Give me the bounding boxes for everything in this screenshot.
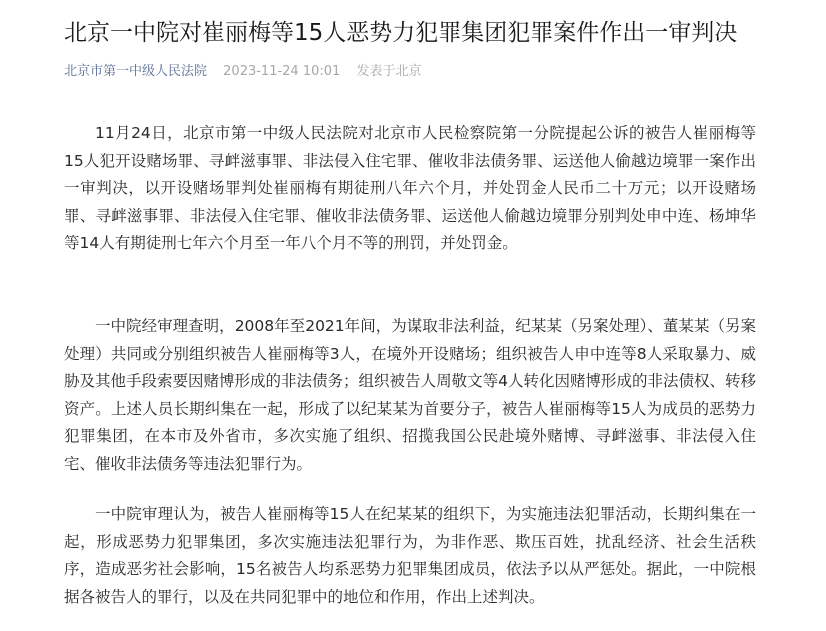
article-meta (64, 63, 421, 81)
article-paragraph-2: 一中院经审理查明，2008年至2021年间，为谋取非法利益，纪某某（另案处理）、董某某（另案处理）共同或分别组织被告人崔丽梅等3人，在境外开设赌场；组织被告人申中连等8人采取暴力、威胁及其他手段索要因赌博形成的非法债务；组织被告人周敬文等4人转化因赌博形成的非法债权、转移资产。上述人员长期纠集在一起，形成了以纪某某为首要分子，被告人崔丽梅等15人为成员的恶势力犯罪集团，在本市及外省市，多次实施了组织、招揽我国公民赴境外赌博、寻衅滋事、非法侵入住宅、催收非法债务等违法犯罪行为。 (64, 317, 756, 473)
article-paragraph-1: 11月24日，北京市第一中级人民法院对北京市人民检察院第一分院提起公诉的被告人崔丽梅等15人犯开设赌场罪、寻衅滋事罪、非法侵入住宅罪、催收非法债务罪、运送他人偷越边境罪一案作出一审判决，以开设赌场罪判处崔丽梅有期徒刑八年六个月，并处罚金人民币二十万元；以开设赌场罪、寻衅滋事罪、非法侵入住宅罪、催收非法债务罪、运送他人偷越边境罪分别判处申中连、杨坤华等14人有期徒刑七年六个月至一年八个月不等的刑罚，并处罚金。 (64, 124, 756, 252)
source-account-link[interactable]: 北京市第一中级人民法院 (64, 64, 208, 79)
publish-datetime: 2023-11-24 10:01 (223, 64, 341, 79)
article-paragraph-3: 一中院审理认为，被告人崔丽梅等15人在纪某某的组织下，为实施违法犯罪活动，长期纠集在一起，形成恶势力犯罪集团，多次实施违法犯罪行为，为非作恶、欺压百姓，扰乱经济、社会生活秩序，造成恶劣社会影响，15名被告人均系恶势力犯罪集团成员，依法予以从严惩处。据此，一中院根据各被告人的罪行，以及在共同犯罪中的地位和作用，作出上述判决。 (64, 505, 756, 606)
article-title: 北京一中院对崔丽梅等15人恶势力犯罪集团犯罪案件作出一审判决 (64, 20, 738, 46)
publish-location: 发表于北京 (356, 64, 422, 79)
